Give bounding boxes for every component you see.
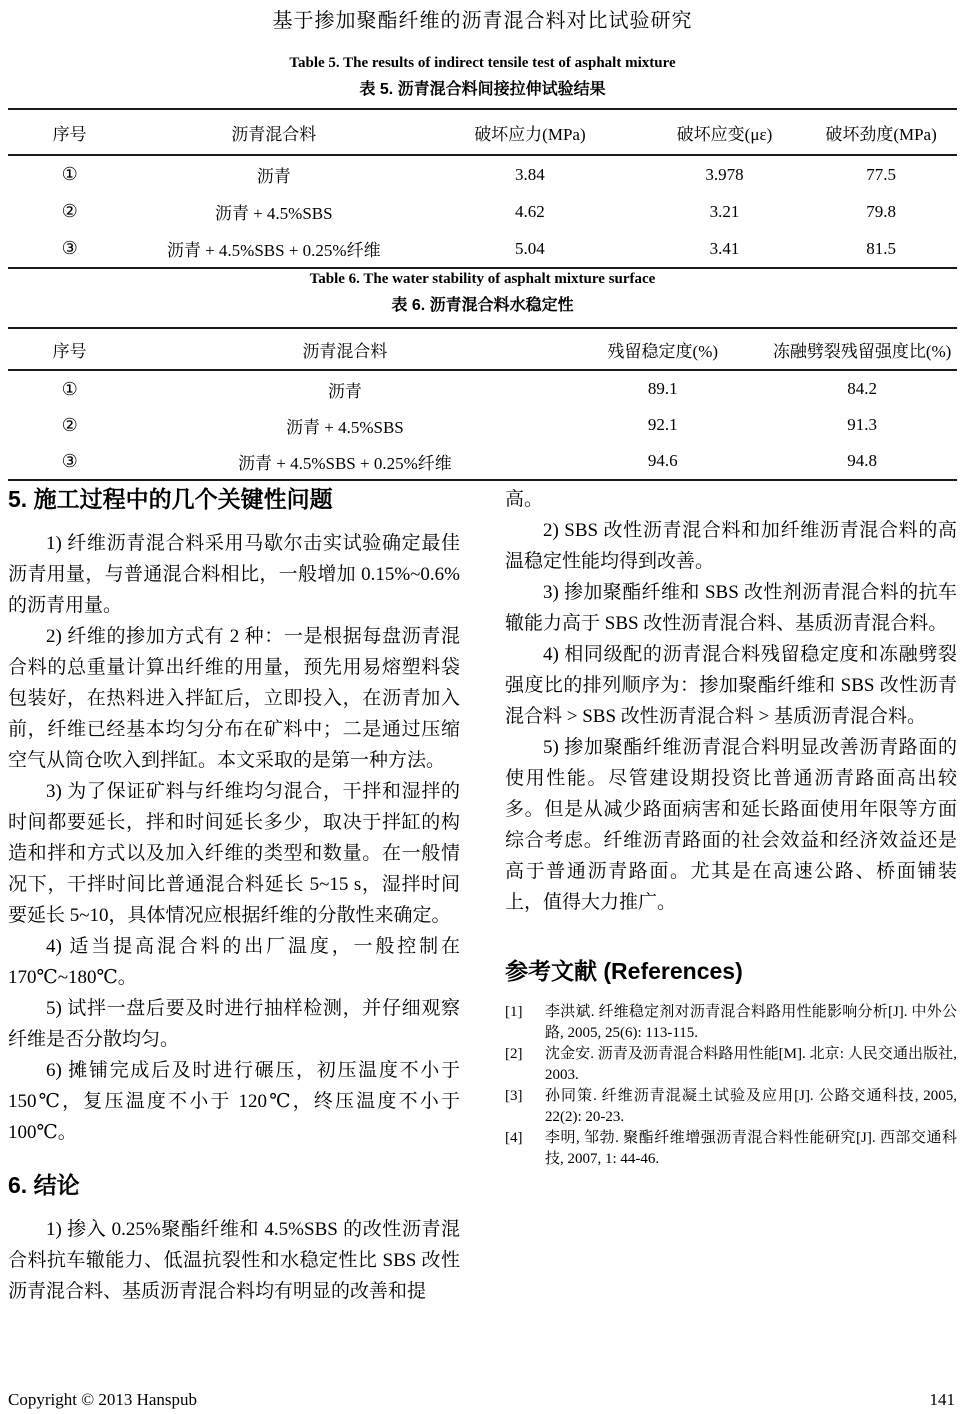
section6-paragraph: 4) 相同级配的沥青混合料残留稳定度和冻融劈裂强度比的排列顺序为：掺加聚酯纤维和 SBS 改性沥青混合料 > SBS 改性沥青混合料 > 基质沥青混合料。 bbox=[505, 644, 957, 727]
table-cell: 91.3 bbox=[847, 415, 877, 434]
table-cell: 81.5 bbox=[866, 238, 896, 258]
table-cell: 4.62 bbox=[515, 201, 545, 221]
table-cell: 沥青 + 4.5%SBS bbox=[286, 417, 404, 437]
table-cell: 77.5 bbox=[866, 164, 896, 184]
table-cell: 沥青 bbox=[327, 381, 362, 401]
reference-item bbox=[505, 1086, 957, 1128]
table-cell: 5.04 bbox=[515, 238, 545, 258]
table-cell: 沥青 + 4.5%SBS + 0.25%纤维 bbox=[238, 453, 452, 473]
table6-header-residual-stability: 残留稳定度(%) bbox=[558, 328, 767, 370]
table5-header-row bbox=[8, 109, 957, 155]
table5-caption bbox=[0, 55, 965, 99]
reference-number: [3] bbox=[505, 1088, 523, 1104]
table6-header-mixture: 沥青混合料 bbox=[131, 328, 558, 370]
table-cell: ② bbox=[61, 201, 78, 221]
table6-header-row bbox=[8, 328, 957, 370]
table-cell: 94.8 bbox=[847, 451, 877, 470]
section5-paragraph: 3) 为了保证矿料与纤维均匀混合，干拌和湿拌的时间都要延长，拌和时间延长多少，取决于拌缸的构造和拌和方式以及加入纤维的类型和数量。在一般情况下，干拌时间比普通混合料延长 5~15 s，湿拌时间要延长 5~10，具体情况应根据纤维的分散性来确定。 bbox=[8, 781, 460, 926]
reference-item bbox=[505, 1002, 957, 1044]
table-cell: 3.41 bbox=[709, 238, 740, 258]
page-title: 基于掺加聚酯纤维的沥青混合料对比试验研究 bbox=[272, 10, 693, 32]
table-cell: 3.84 bbox=[515, 164, 545, 184]
table5-caption-en: Table 5. The results of indirect tensile test of asphalt mixture bbox=[289, 55, 676, 71]
table6-caption-zh: 表 6. 沥青混合料水稳定性 bbox=[391, 297, 574, 314]
table6-header-freeze-thaw-ratio: 冻融劈裂残留强度比(%) bbox=[767, 328, 957, 370]
page-footer bbox=[8, 1390, 955, 1410]
section6-paragraph: 1) 掺入 0.25%聚酯纤维和 4.5%SBS 的改性沥青混合料抗车辙能力、低温抗裂性和水稳定性比 SBS 改性沥青混合料、基质沥青混合料均有明显的改善和提 bbox=[8, 1219, 460, 1302]
table-cell: 94.6 bbox=[647, 451, 678, 470]
table-cell: ③ bbox=[61, 450, 78, 471]
table5-header-seq: 序号 bbox=[8, 109, 131, 155]
table-cell: ① bbox=[61, 164, 78, 184]
footer-page-number: 141 bbox=[929, 1390, 955, 1409]
references-heading: 参考文献 (References) bbox=[505, 958, 743, 984]
table-cell: 3.21 bbox=[709, 201, 740, 221]
body-right-column bbox=[505, 484, 957, 1170]
section6-paragraph: 5) 掺加聚酯纤维沥青混合料明显改善沥青路面的使用性能。尽管建设期投资比普通沥青路面高出较多。但是从减少路面病害和延长路面使用年限等方面综合考虑。纤维沥青路面的社会效益和经济效益还是高于普通沥青路面。尤其是在高速公路、桥面铺装上，值得大力推广。 bbox=[505, 737, 957, 913]
table-cell: 沥青 + 4.5%SBS + 0.25%纤维 bbox=[166, 241, 381, 260]
table-row bbox=[8, 443, 957, 480]
table-cell: 92.1 bbox=[647, 415, 678, 434]
table5-indirect-tensile-results bbox=[8, 108, 957, 269]
table-cell: 79.8 bbox=[866, 201, 896, 221]
section5-paragraph: 2) 纤维的掺加方式有 2 种：一是根据每盘沥青混合料的总重量计算出纤维的用量，预先用易熔塑料袋包装好，在热料进入拌缸后，立即投入，在沥青加入前，纤维已经基本均匀分布在矿料中；二是通过压缩空气从筒仓吹入到拌缸。本文采取的是第一种方法。 bbox=[8, 626, 460, 771]
table6-water-stability bbox=[8, 327, 957, 481]
reference-number: [4] bbox=[505, 1130, 523, 1146]
footer-copyright: Copyright © 2013 Hanspub bbox=[8, 1390, 198, 1409]
reference-item bbox=[505, 1128, 957, 1170]
reference-item bbox=[505, 1044, 957, 1086]
table-cell: ① bbox=[61, 378, 78, 399]
reference-number: [1] bbox=[505, 1004, 523, 1020]
table-row bbox=[8, 230, 957, 268]
section5-heading: 5. 施工过程中的几个关键性问题 bbox=[8, 486, 333, 512]
section5-paragraph: 4) 适当提高混合料的出厂温度，一般控制在 170℃~180℃。 bbox=[8, 936, 460, 988]
table-row bbox=[8, 370, 957, 407]
table5-header-strain: 破坏应变(με) bbox=[644, 109, 805, 155]
table5-header-stress: 破坏应力(MPa) bbox=[416, 109, 644, 155]
table5-caption-zh: 表 5. 沥青混合料间接拉伸试验结果 bbox=[359, 81, 606, 98]
reference-text: 孙同策. 纤维沥青混凝土试验及应用[J]. 公路交通科技, 2005, 22(2): 20-23. bbox=[545, 1088, 957, 1125]
table5-header-mixture: 沥青混合料 bbox=[131, 109, 416, 155]
reference-text: 沈金安. 沥青及沥青混合料路用性能[M]. 北京: 人民交通出版社, 2003. bbox=[545, 1046, 957, 1083]
reference-text: 李明, 邹勃. 聚酯纤维增强沥青混合料性能研究[J]. 西部交通科技, 2007, 1: 44-46. bbox=[545, 1130, 957, 1167]
section6-paragraph: 2) SBS 改性沥青混合料和加纤维沥青混合料的高温稳定性能均得到改善。 bbox=[505, 520, 957, 572]
table-cell: 3.978 bbox=[705, 164, 744, 184]
continuation-paragraph: 高。 bbox=[505, 489, 544, 510]
reference-text: 李洪斌. 纤维稳定剂对沥青混合料路用性能影响分析[J]. 中外公路, 2005, 25(6): 113-115. bbox=[545, 1004, 957, 1041]
section6-paragraph: 3) 掺加聚酯纤维和 SBS 改性剂沥青混合料的抗车辙能力高于 SBS 改性沥青混合料、基质沥青混合料。 bbox=[505, 582, 957, 634]
section5-paragraph: 1) 纤维沥青混合料采用马歇尔击实试验确定最佳沥青用量，与普通混合料相比，一般增加 0.15%~0.6%的沥青用量。 bbox=[8, 533, 460, 616]
table6-caption-en: Table 6. The water stability of asphalt mixture surface bbox=[309, 271, 656, 287]
table-cell: 沥青 + 4.5%SBS bbox=[214, 204, 333, 223]
table-row bbox=[8, 407, 957, 443]
table6-caption bbox=[0, 271, 965, 315]
reference-number: [2] bbox=[505, 1046, 523, 1062]
table-cell: ③ bbox=[61, 238, 78, 258]
table-cell: 沥青 bbox=[256, 167, 291, 186]
section5-paragraph: 5) 试拌一盘后要及时进行抽样检测，并仔细观察纤维是否分散均匀。 bbox=[8, 998, 460, 1050]
table-row bbox=[8, 155, 957, 193]
section5-paragraph: 6) 摊铺完成后及时进行碾压，初压温度不小于 150℃，复压温度不小于 120℃，终压温度不小于 100℃。 bbox=[8, 1060, 460, 1143]
table-cell: ② bbox=[61, 414, 78, 435]
table-cell: 89.1 bbox=[647, 379, 678, 398]
table-row bbox=[8, 193, 957, 230]
table6-header-seq: 序号 bbox=[8, 328, 131, 370]
section6-heading: 6. 结论 bbox=[8, 1172, 80, 1198]
table-cell: 84.2 bbox=[847, 379, 877, 398]
table5-header-stiffness: 破坏劲度(MPa) bbox=[805, 109, 957, 155]
body-left-column bbox=[8, 484, 460, 1307]
